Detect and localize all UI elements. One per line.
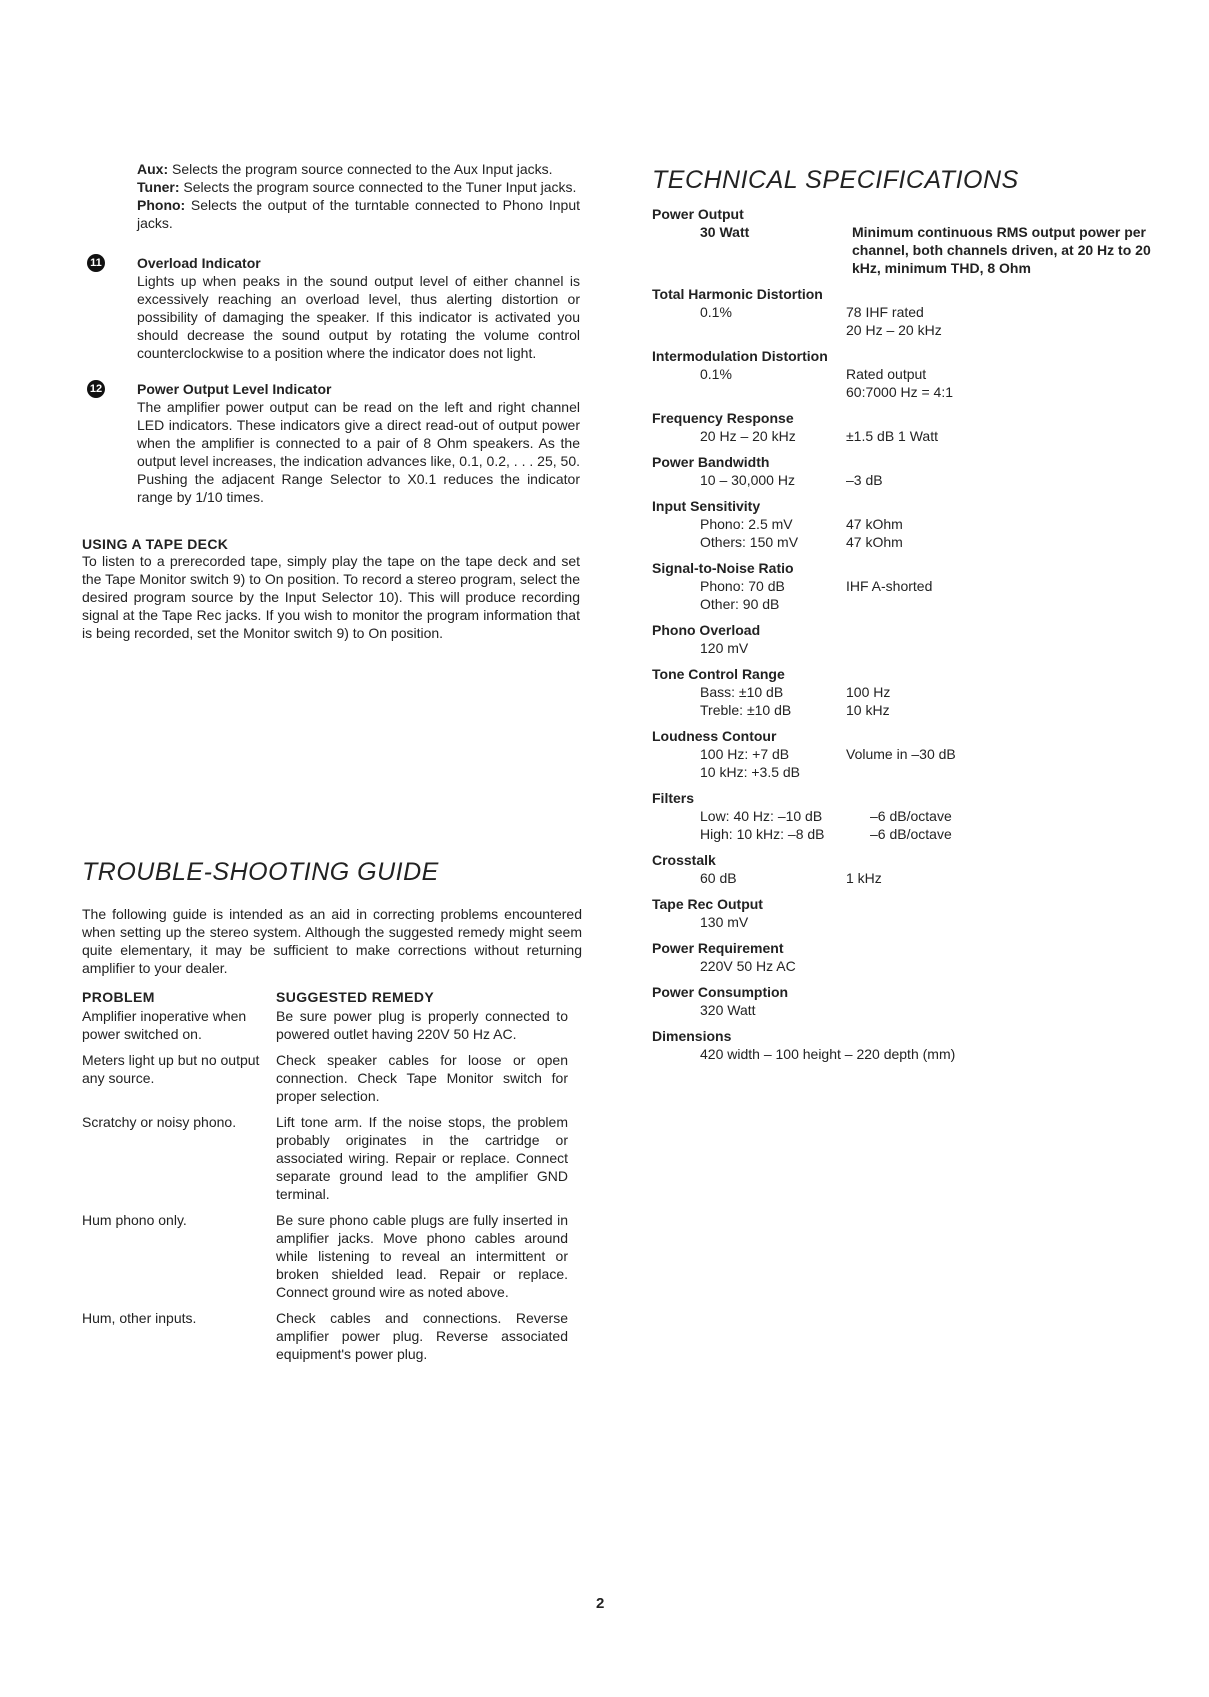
number-12-badge: 12 bbox=[87, 380, 105, 398]
power-level-text: The amplifier power output can be read on the left and right channel LED indicators. These indicators give a direct read-out of output power when the amplifier is connected to a pair of 8 Ohm speakers. As the output level increases, the indication advances like, 0.1, 0.2, . . . 25, 50. Pushing the adjacent Range Selector to X0.1 reduces the indicator range by 1/10 times. bbox=[137, 399, 580, 505]
spec-value: 100 Hz: +7 dB bbox=[700, 746, 790, 762]
remedy-cell: Be sure phono cable plugs are fully inserted in amplifier jacks. Move phono cables around while listening to reveal an intermittent or broken shielded lead. Repair or replace. Connect ground wire as noted above. bbox=[276, 1212, 568, 1300]
spec-value: 120 mV bbox=[700, 640, 749, 656]
table-row bbox=[82, 1211, 582, 1301]
problem-cell: Scratchy or noisy phono. bbox=[82, 1114, 237, 1130]
spec-crosstalk bbox=[652, 851, 1172, 887]
problem-cell: Hum phono only. bbox=[82, 1212, 187, 1228]
remedy-cell: Check cables and connections. Reverse amplifier power plug. Reverse associated equipment's power plug. bbox=[276, 1310, 568, 1362]
spec-title: Loudness Contour bbox=[652, 728, 777, 744]
spec-filters bbox=[652, 789, 1172, 843]
spec-power-consumption bbox=[652, 983, 1172, 1019]
spec-dimensions bbox=[652, 1027, 1172, 1063]
page-number: 2 bbox=[596, 1595, 605, 1612]
spec-title: Total Harmonic Distortion bbox=[652, 286, 823, 302]
table-row bbox=[82, 1309, 582, 1363]
spec-tape-rec-output bbox=[652, 895, 1172, 931]
overload-title: Overload Indicator bbox=[137, 255, 261, 271]
input-phono: Phono: Selects the output of the turntable connected to Phono Input jacks. bbox=[137, 197, 581, 231]
spec-note: 78 IHF rated bbox=[846, 304, 924, 320]
remedy-cell: Be sure power plug is properly connected to powered outlet having 220V 50 Hz AC. bbox=[276, 1008, 568, 1042]
spec-note: 47 kOhm bbox=[846, 516, 903, 532]
spec-power-output bbox=[652, 205, 1172, 277]
spec-value: 220V 50 Hz AC bbox=[700, 958, 796, 974]
spec-title: Filters bbox=[652, 790, 695, 806]
spec-note: Volume in –30 dB bbox=[846, 746, 956, 762]
tape-deck-heading: USING A TAPE DECK bbox=[82, 536, 229, 552]
spec-title: Tape Rec Output bbox=[652, 896, 763, 912]
spec-value: Bass: ±10 dB bbox=[700, 684, 784, 700]
spec-value: 20 Hz – 20 kHz bbox=[700, 428, 796, 444]
spec-thd bbox=[652, 285, 1172, 339]
spec-imd bbox=[652, 347, 1172, 401]
specs-column bbox=[652, 166, 1172, 1071]
table-row bbox=[82, 1113, 582, 1203]
spec-value: Other: 90 dB bbox=[700, 596, 780, 612]
problem-column-header: PROBLEM bbox=[82, 989, 155, 1005]
spec-value: Phono: 2.5 mV bbox=[700, 516, 793, 532]
remedy-column-header: SUGGESTED REMEDY bbox=[276, 989, 435, 1005]
table-row bbox=[82, 1051, 582, 1105]
power-level-title: Power Output Level Indicator bbox=[137, 381, 332, 397]
left-column bbox=[82, 160, 580, 642]
spec-value: Others: 150 mV bbox=[700, 534, 799, 550]
spec-title: Frequency Response bbox=[652, 410, 794, 426]
spec-phono-overload bbox=[652, 621, 1172, 657]
spec-value: 60 dB bbox=[700, 870, 737, 886]
spec-title: Intermodulation Distortion bbox=[652, 348, 828, 364]
trouble-shooting-section bbox=[82, 858, 582, 1371]
spec-value: 10 kHz: +3.5 dB bbox=[700, 764, 801, 780]
spec-title: Power Consumption bbox=[652, 984, 789, 1000]
spec-title: Crosstalk bbox=[652, 852, 716, 868]
spec-note: 100 Hz bbox=[846, 684, 891, 700]
spec-note: –6 dB/octave bbox=[870, 808, 952, 824]
spec-value: 10 – 30,000 Hz bbox=[700, 472, 795, 488]
spec-value: 0.1% bbox=[700, 366, 732, 382]
spec-power-requirement bbox=[652, 939, 1172, 975]
spec-note: 47 kOhm bbox=[846, 534, 903, 550]
spec-note: –3 dB bbox=[846, 472, 883, 488]
spec-value: Low: 40 Hz: –10 dB bbox=[700, 808, 823, 824]
power-level-section bbox=[89, 380, 580, 506]
table-row bbox=[82, 1007, 582, 1043]
spec-title: Power Requirement bbox=[652, 940, 784, 956]
input-tuner: Tuner: Selects the program source connected to the Tuner Input jacks. bbox=[137, 179, 577, 195]
spec-note: Minimum continuous RMS output power per channel, both channels driven, at 20 Hz to 20 kHz, minimum THD, 8 Ohm bbox=[852, 224, 1151, 276]
spec-title: Power Bandwidth bbox=[652, 454, 770, 470]
overload-indicator-section bbox=[90, 254, 580, 362]
input-aux: Aux: Selects the program source connected to the Aux Input jacks. bbox=[137, 161, 553, 177]
remedy-cell: Check speaker cables for loose or open connection. Check Tape Monitor switch for proper selection. bbox=[276, 1052, 568, 1104]
spec-input-sensitivity bbox=[652, 497, 1172, 551]
spec-note: 60:7000 Hz = 4:1 bbox=[846, 384, 954, 400]
tape-deck-text: To listen to a prerecorded tape, simply play the tape on the tape deck and set the Tape Monitor switch 9) to On position. To record a stereo program, select the desired program source by the Input Selector 10). This will produce recording signal at the Tape Rec jacks. If you wish to monitor the program information that is being recorded, set the Monitor switch 9) to On position. bbox=[82, 553, 580, 641]
spec-note: Rated output bbox=[846, 366, 927, 382]
overload-text: Lights up when peaks in the sound output level of either channel is excessively reaching an overload level, thus alerting distortion or possibility of damaging the speaker. If this indicator is activated you should decrease the sound output by rotating the volume control counterclockwise to a position where the indicator does not light. bbox=[137, 273, 580, 361]
spec-title: Tone Control Range bbox=[652, 666, 785, 682]
spec-value: 0.1% bbox=[700, 304, 732, 320]
spec-title: Power Output bbox=[652, 206, 744, 222]
trouble-intro: The following guide is intended as an aid in correcting problems encountered when setting up the stereo system. Although the suggested remedy might seem quite elementary, it may be sufficient to make corrections without returning amplifier to your dealer. bbox=[82, 906, 582, 976]
spec-note: ±1.5 dB 1 Watt bbox=[846, 428, 938, 444]
problem-cell: Hum, other inputs. bbox=[82, 1310, 197, 1326]
spec-value: Treble: ±10 dB bbox=[700, 702, 792, 718]
number-11-badge: 11 bbox=[87, 254, 105, 272]
remedy-cell: Lift tone arm. If the noise stops, the problem probably originates in the cartridge or associated wiring. Repair or replace. Connect separate ground lead to the amplifier GND terminal. bbox=[276, 1114, 568, 1202]
spec-power-bandwidth bbox=[652, 453, 1172, 489]
spec-note: 10 kHz bbox=[846, 702, 890, 718]
trouble-heading: TROUBLE-SHOOTING GUIDE bbox=[82, 858, 439, 886]
spec-loudness bbox=[652, 727, 1172, 781]
spec-title: Dimensions bbox=[652, 1028, 732, 1044]
spec-value: Phono: 70 dB bbox=[700, 578, 785, 594]
input-source-list bbox=[137, 160, 580, 232]
spec-value: 30 Watt bbox=[700, 224, 750, 240]
spec-note: 20 Hz – 20 kHz bbox=[846, 322, 942, 338]
spec-value: 130 mV bbox=[700, 914, 749, 930]
spec-title: Phono Overload bbox=[652, 622, 761, 638]
tape-deck-section bbox=[82, 536, 580, 642]
spec-frequency-response bbox=[652, 409, 1172, 445]
spec-title: Input Sensitivity bbox=[652, 498, 761, 514]
spec-value: 420 width – 100 height – 220 depth (mm) bbox=[700, 1046, 956, 1062]
specs-heading: TECHNICAL SPECIFICATIONS bbox=[652, 166, 1019, 194]
trouble-table-header bbox=[82, 989, 582, 1005]
spec-note: –6 dB/octave bbox=[870, 826, 952, 842]
problem-cell: Meters light up but no output any source. bbox=[82, 1052, 260, 1086]
spec-value: High: 10 kHz: –8 dB bbox=[700, 826, 825, 842]
spec-title: Signal-to-Noise Ratio bbox=[652, 560, 794, 576]
spec-note: 1 kHz bbox=[846, 870, 882, 886]
problem-cell: Amplifier inoperative when power switched on. bbox=[82, 1008, 247, 1042]
spec-snr bbox=[652, 559, 1172, 613]
spec-tone-control bbox=[652, 665, 1172, 719]
spec-note: IHF A-shorted bbox=[846, 578, 933, 594]
spec-value: 320 Watt bbox=[700, 1002, 756, 1018]
